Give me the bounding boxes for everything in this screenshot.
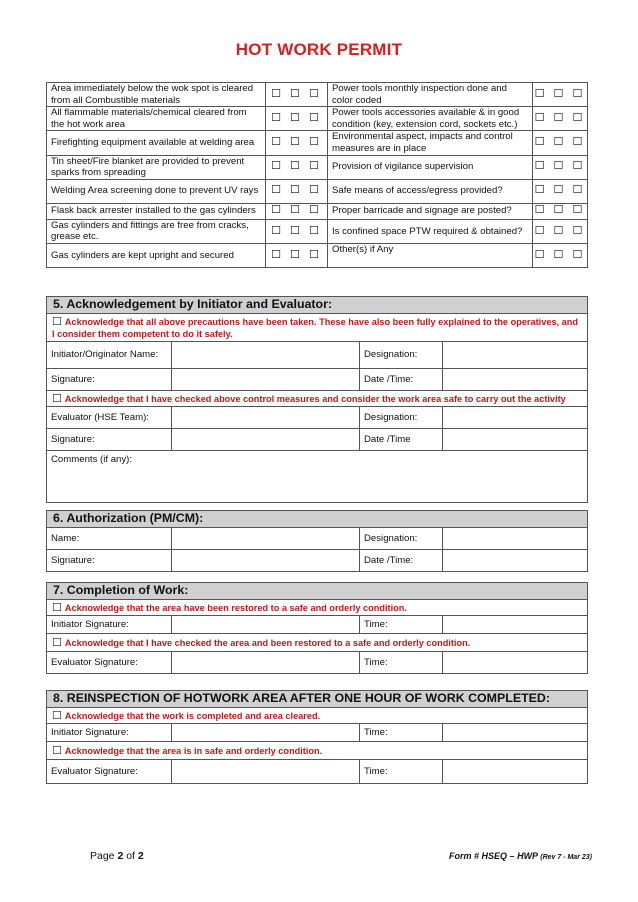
checklist-item-left: Tin sheet/Fire blanket are provided to prevent sparks from spreading [47,155,266,179]
checklist-item-right: Provision of vigilance supervision [328,155,533,179]
date-time-label: Date /Time: [360,369,443,391]
designation-field[interactable] [443,407,588,429]
checkbox-group[interactable]: ☐ ☐ ☐ [266,219,328,243]
checkbox-group[interactable]: ☐ ☐ ☐ [266,83,328,107]
ack-text: Acknowledge that I have checked the area and been restored to a safe and orderly condition. [64,637,471,648]
checklist-item-right: Safe means of access/egress provided? [328,179,533,203]
checkbox-group[interactable]: ☐ ☐ ☐ [533,243,588,267]
checklist-row [47,179,588,203]
evaluator-signature-field[interactable] [172,760,360,784]
checklist-item-right: Other(s) if Any [328,243,533,267]
time-field[interactable] [443,652,588,674]
checklist-row [47,219,588,243]
checkbox-icon[interactable]: ☐ [52,601,62,614]
checkbox-group[interactable]: ☐ ☐ ☐ [266,131,328,155]
designation-label: Designation: [360,342,443,369]
checklist-item-left: Gas cylinders and fittings are free from cracks, grease etc. [47,219,266,243]
designation-label: Designation: [360,407,443,429]
checklist-row [47,203,588,219]
signature-field[interactable] [172,550,360,572]
checklist-item-left: All flammable materials/chemical cleared from the hot work area [47,107,266,131]
checklist-item-left: Welding Area screening done to prevent UV rays [47,179,266,203]
checklist-row [47,131,588,155]
checkbox-icon[interactable]: ☐ [52,744,62,757]
ack-text: Acknowledge that the area have been restored to a safe and orderly condition. [64,602,407,613]
page-title: HOT WORK PERMIT [235,40,403,59]
checklist-row [47,155,588,179]
originator-label: Initiator/Originator Name: [47,342,172,369]
section-5-ack-1[interactable] [47,314,588,342]
checkbox-icon[interactable]: ☐ [52,709,62,722]
signature-field[interactable] [172,369,360,391]
date-time-label: Date /Time: [360,550,443,572]
checkbox-group[interactable]: ☐ ☐ ☐ [533,219,588,243]
checklist-item-right: Power tools monthly inspection done and color coded [328,83,533,107]
section-7-ack-2[interactable] [47,634,588,652]
section-8-table [46,690,588,784]
form-code [449,851,592,861]
checklist-item-left: Gas cylinders are kept upright and secured [47,243,266,267]
checklist-row [47,243,588,267]
evaluator-label: Evaluator (HSE Team): [47,407,172,429]
page-number [90,850,144,862]
section-5-heading: 5. Acknowledgement by Initiator and Evaluator: [47,297,588,314]
designation-field[interactable] [443,342,588,369]
section-7-ack-1[interactable] [47,600,588,616]
comments-field[interactable] [47,451,588,503]
name-label: Name: [47,528,172,550]
evaluator-field[interactable] [172,407,360,429]
section-8-ack-1[interactable] [47,708,588,724]
time-label: Time: [360,652,443,674]
comments-label: Comments (if any): [51,454,133,465]
time-label: Time: [360,760,443,784]
time-label: Time: [360,724,443,742]
designation-field[interactable] [443,528,588,550]
section-5-ack-2[interactable] [47,391,588,407]
section-8-heading: 8. REINSPECTION OF HOTWORK AREA AFTER ONE HOUR OF WORK COMPLETED: [47,691,588,708]
checklist-table [46,82,588,268]
evaluator-signature-label: Evaluator Signature: [47,760,172,784]
checkbox-group[interactable]: ☐ ☐ ☐ [533,131,588,155]
designation-label: Designation: [360,528,443,550]
checkbox-group[interactable]: ☐ ☐ ☐ [533,107,588,131]
checkbox-group[interactable]: ☐ ☐ ☐ [266,179,328,203]
evaluator-signature-field[interactable] [172,652,360,674]
originator-field[interactable] [172,342,360,369]
section-8-ack-2[interactable] [47,742,588,760]
checkbox-group[interactable]: ☐ ☐ ☐ [266,155,328,179]
signature-label: Signature: [47,369,172,391]
section-6-heading: 6. Authorization (PM/CM): [47,511,588,528]
checkbox-icon[interactable]: ☐ [52,315,62,328]
ack-text: Acknowledge that all above precautions have been taken. These have also been fully explained to the operatives, and I consider them competent to do it safely. [52,316,578,339]
time-label: Time: [360,616,443,634]
page-of: of [123,850,138,862]
checklist-item-right: Proper barricade and signage are posted? [328,203,533,219]
checklist-item-right: Environmental aspect, impacts and control measures are in place [328,131,533,155]
section-5-table [46,296,588,503]
checklist-row [47,107,588,131]
checkbox-group[interactable]: ☐ ☐ ☐ [533,83,588,107]
section-7-heading: 7. Completion of Work: [47,583,588,600]
date-time-field[interactable] [443,550,588,572]
ack-text: Acknowledge that I have checked above control measures and consider the work area safe to carry out the activity [64,393,566,404]
page-current: 2 [117,850,124,862]
time-field[interactable] [443,724,588,742]
initiator-signature-label: Initiator Signature: [47,724,172,742]
evaluator-signature-label: Evaluator Signature: [47,652,172,674]
checkbox-group[interactable]: ☐ ☐ ☐ [533,203,588,219]
initiator-signature-field[interactable] [172,616,360,634]
checklist-item-left: Flask back arrester installed to the gas cylinders [47,203,266,219]
checklist-row [47,83,588,107]
page-prefix: Page [90,850,118,862]
date-time-field[interactable] [443,429,588,451]
checkbox-group[interactable]: ☐ ☐ ☐ [533,155,588,179]
checkbox-icon[interactable]: ☐ [52,392,62,405]
signature-field[interactable] [172,429,360,451]
section-7-table [46,582,588,674]
checklist-item-left: Firefighting equipment available at welding area [47,131,266,155]
revision-text: (Rev 7 - Mar 23) [540,854,592,861]
form-code-text: Form # HSEQ – HWP [449,851,538,861]
ack-text: Acknowledge that the area is in safe and orderly condition. [64,745,323,756]
date-time-label: Date /Time [360,429,443,451]
signature-label: Signature: [47,550,172,572]
page-total: 2 [137,850,144,862]
date-time-field[interactable] [443,369,588,391]
checkbox-group[interactable]: ☐ ☐ ☐ [266,243,328,267]
checklist-item-left: Area immediately below the wok spot is cleared from all Combustible materials [47,83,266,107]
checkbox-group[interactable]: ☐ ☐ ☐ [266,107,328,131]
initiator-signature-label: Initiator Signature: [47,616,172,634]
checkbox-group[interactable]: ☐ ☐ ☐ [533,179,588,203]
initiator-signature-field[interactable] [172,724,360,742]
time-field[interactable] [443,760,588,784]
checkbox-group[interactable]: ☐ ☐ ☐ [266,203,328,219]
ack-text: Acknowledge that the work is completed and area cleared. [64,710,321,721]
name-field[interactable] [172,528,360,550]
checklist-item-right: Is confined space PTW required & obtained? [328,219,533,243]
checkbox-icon[interactable]: ☐ [52,636,62,649]
section-6-table [46,510,588,572]
signature-label: Signature: [47,429,172,451]
checklist-item-right: Power tools accessories available & in good condition (key, extension cord, sockets etc.) [328,107,533,131]
time-field[interactable] [443,616,588,634]
